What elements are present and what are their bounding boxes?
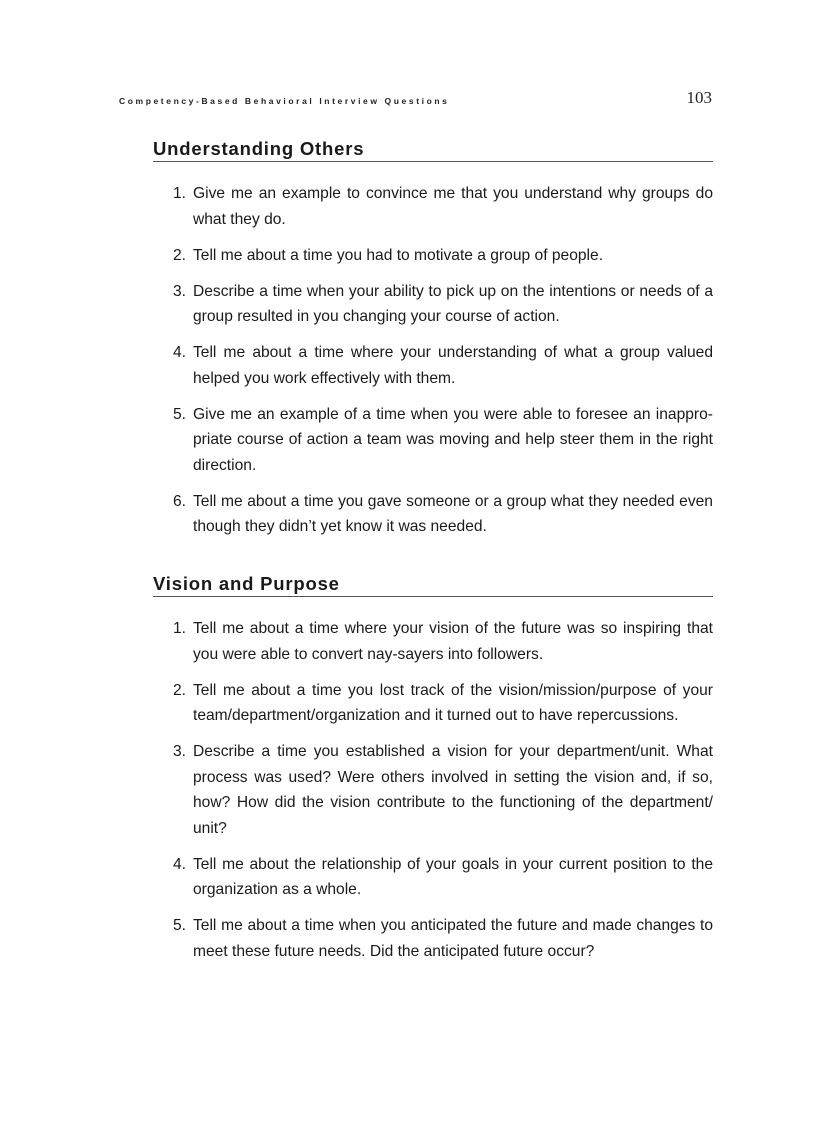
- question-text: Tell me about a time where your vision of the future was so inspiring that you were able to convert nay-sayers into followers.: [193, 620, 713, 663]
- question-list: [153, 616, 713, 964]
- section-understanding-others: [153, 138, 713, 550]
- question-list: [153, 181, 713, 540]
- question-text: Tell me about a time you had to motivate a group of people.: [193, 246, 604, 264]
- question-number: 4.: [172, 855, 186, 873]
- question-number: 1.: [172, 185, 186, 202]
- list-item: [153, 852, 713, 903]
- question-text: Tell me about a time you lost track of the vision/mission/purpose of your team/department/organization and it turned out to have repercussions.: [193, 681, 713, 724]
- section-vision-and-purpose: [153, 573, 713, 975]
- question-number: 6.: [172, 492, 186, 510]
- running-head-title: Competency-Based Behavioral Interview Questions: [119, 96, 450, 106]
- list-item: [153, 181, 713, 232]
- question-number: 4.: [172, 344, 186, 361]
- question-number: 1.: [172, 620, 186, 637]
- list-item: [153, 402, 713, 479]
- page-number: 103: [686, 88, 712, 107]
- list-item: [153, 340, 713, 391]
- question-text: Give me an example to convince me that you understand why groups do what they do.: [193, 185, 713, 228]
- question-text: Describe a time you established a vision for your department/unit. What process was used? Were others involved in setting the vision and, if so, how? How did the vision contribute to the functioning of the department/ unit?: [193, 743, 713, 837]
- question-text: Tell me about a time where your understanding of what a group valued helped you work effectively with them.: [193, 344, 713, 387]
- list-item: [153, 913, 713, 964]
- question-number: 3.: [172, 282, 186, 300]
- section-heading: Understanding Others: [153, 138, 713, 162]
- question-text: Tell me about a time you gave someone or a group what they needed even though they didn’t yet know it was needed.: [193, 492, 713, 535]
- section-heading: Vision and Purpose: [153, 573, 713, 597]
- question-text: Describe a time when your ability to pick up on the intentions or needs of a group resulted in you changing your course of action.: [193, 282, 713, 325]
- question-text: Tell me about the relationship of your goals in your current position to the organization as a whole.: [193, 855, 713, 898]
- question-number: 5.: [172, 405, 186, 423]
- question-number: 2.: [172, 246, 186, 264]
- list-item: [153, 739, 713, 841]
- question-number: 3.: [172, 743, 186, 760]
- list-item: [153, 616, 713, 667]
- question-text: Give me an example of a time when you were able to foresee an inappro-priate course of action a team was moving and help steer them in the right direction.: [193, 405, 713, 474]
- question-number: 2.: [172, 681, 186, 699]
- question-text: Tell me about a time when you anticipated the future and made changes to meet these future needs. Did the anticipated future occur?: [193, 917, 713, 960]
- list-item: [153, 489, 713, 540]
- list-item: [153, 678, 713, 729]
- question-number: 5.: [172, 917, 186, 934]
- list-item: [153, 243, 713, 269]
- list-item: [153, 279, 713, 330]
